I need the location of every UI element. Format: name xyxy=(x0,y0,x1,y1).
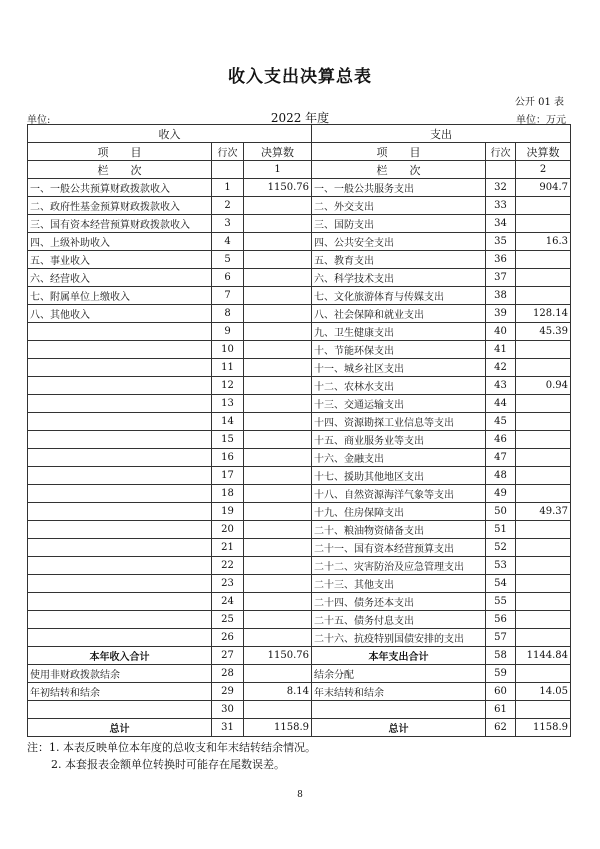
expense-line-no: 53 xyxy=(486,557,516,575)
income-total-label: 总计 xyxy=(28,719,212,737)
expense-item: 二十五、债务付息支出 xyxy=(312,611,486,629)
income-item xyxy=(28,377,212,395)
expense-line-no: 54 xyxy=(486,575,516,593)
table-row xyxy=(28,629,571,647)
expense-line-no: 55 xyxy=(486,593,516,611)
expense-item: 二十、粮油物资储备支出 xyxy=(312,521,486,539)
expense-item: 十五、商业服务业等支出 xyxy=(312,431,486,449)
expense-line-no: 49 xyxy=(486,485,516,503)
footnote-1: 注：1. 本表反映单位本年度的总收支和年末结转结余情况。 xyxy=(27,741,316,754)
expense-amount xyxy=(516,359,571,377)
income-item xyxy=(28,485,212,503)
expense-amount: 904.7 xyxy=(516,179,571,197)
expense-item: 七、文化旅游体育与传媒支出 xyxy=(312,287,486,305)
section-header-row xyxy=(28,125,571,143)
income-item xyxy=(28,539,212,557)
expense-line-no: 32 xyxy=(486,179,516,197)
expense-item: 二十六、抗疫特别国债安排的支出 xyxy=(312,629,486,647)
budget-summary-table xyxy=(27,124,571,737)
income-section-header: 收入 xyxy=(28,125,312,143)
unit-label: 单位: xyxy=(27,115,51,126)
expense-line-blank xyxy=(486,161,516,179)
income-amount xyxy=(244,413,312,431)
income-amount xyxy=(244,287,312,305)
expense-amount: 0.94 xyxy=(516,377,571,395)
table-row xyxy=(28,341,571,359)
total-row xyxy=(28,683,571,701)
expense-amount xyxy=(516,557,571,575)
income-amount xyxy=(244,575,312,593)
column-index-row xyxy=(28,161,571,179)
income-item xyxy=(28,359,212,377)
income-amount xyxy=(244,269,312,287)
income-line-no: 13 xyxy=(212,395,244,413)
page-title: 收入支出决算总表 xyxy=(228,67,372,87)
income-amount xyxy=(244,485,312,503)
expense-item: 五、教育支出 xyxy=(312,251,486,269)
expense-line-no: 62 xyxy=(486,719,516,737)
table-row xyxy=(28,179,571,197)
income-item: 六、经营收入 xyxy=(28,269,212,287)
expense-amount: 45.39 xyxy=(516,323,571,341)
income-line-no: 30 xyxy=(212,701,244,719)
income-item: 三、国有资本经营预算财政拨款收入 xyxy=(28,215,212,233)
expense-item: 二、外交支出 xyxy=(312,197,486,215)
expense-item: 二十四、债务还本支出 xyxy=(312,593,486,611)
income-line-no: 16 xyxy=(212,449,244,467)
income-amount xyxy=(244,395,312,413)
table-row xyxy=(28,233,571,251)
income-line-no: 25 xyxy=(212,611,244,629)
expense-total-label: 本年支出合计 xyxy=(312,647,486,665)
expense-line-no: 57 xyxy=(486,629,516,647)
expense-column-index: 2 xyxy=(516,161,571,179)
table-row xyxy=(28,413,571,431)
table-row xyxy=(28,359,571,377)
income-amount xyxy=(244,215,312,233)
income-item-header: 项 目 xyxy=(28,143,212,161)
expense-line-no: 44 xyxy=(486,395,516,413)
expense-amount xyxy=(516,395,571,413)
expense-amount xyxy=(516,341,571,359)
income-line-no: 6 xyxy=(212,269,244,287)
income-item: 八、其他收入 xyxy=(28,305,212,323)
income-line-no: 5 xyxy=(212,251,244,269)
income-item xyxy=(28,503,212,521)
income-line-no: 1 xyxy=(212,179,244,197)
income-item: 四、上级补助收入 xyxy=(28,233,212,251)
income-line-no: 3 xyxy=(212,215,244,233)
expense-line-no: 47 xyxy=(486,449,516,467)
income-line-no: 28 xyxy=(212,665,244,683)
expense-item: 四、公共安全支出 xyxy=(312,233,486,251)
expense-amount xyxy=(516,449,571,467)
expense-amount xyxy=(516,251,571,269)
income-amount xyxy=(244,323,312,341)
expense-item: 六、科学技术支出 xyxy=(312,269,486,287)
expense-total-label: 结余分配 xyxy=(312,665,486,683)
expense-line-no: 36 xyxy=(486,251,516,269)
income-line-no: 21 xyxy=(212,539,244,557)
income-amount xyxy=(244,503,312,521)
expense-amount xyxy=(516,539,571,557)
income-amount xyxy=(244,593,312,611)
expense-amount xyxy=(516,575,571,593)
expense-amount xyxy=(516,287,571,305)
table-row xyxy=(28,251,571,269)
expense-line-no: 39 xyxy=(486,305,516,323)
table-row xyxy=(28,593,571,611)
income-line-no: 20 xyxy=(212,521,244,539)
expense-item: 九、卫生健康支出 xyxy=(312,323,486,341)
expense-item: 十六、金融支出 xyxy=(312,449,486,467)
income-amount xyxy=(244,305,312,323)
table-row xyxy=(28,323,571,341)
expense-item: 十四、资源勘探工业信息等支出 xyxy=(312,413,486,431)
expense-line-no: 35 xyxy=(486,233,516,251)
income-line-no: 19 xyxy=(212,503,244,521)
expense-item: 三、国防支出 xyxy=(312,215,486,233)
total-row xyxy=(28,665,571,683)
expense-amount xyxy=(516,629,571,647)
table-row xyxy=(28,395,571,413)
income-line-blank xyxy=(212,161,244,179)
expense-line-no: 33 xyxy=(486,197,516,215)
income-item xyxy=(28,521,212,539)
income-amount xyxy=(244,377,312,395)
table-row xyxy=(28,269,571,287)
income-line-no: 4 xyxy=(212,233,244,251)
expense-line-no: 59 xyxy=(486,665,516,683)
expense-amount xyxy=(516,431,571,449)
expense-item: 十九、住房保障支出 xyxy=(312,503,486,521)
table-row xyxy=(28,287,571,305)
expense-line-no: 38 xyxy=(486,287,516,305)
table-row xyxy=(28,449,571,467)
income-item xyxy=(28,341,212,359)
income-amount xyxy=(244,251,312,269)
expense-line-no: 61 xyxy=(486,701,516,719)
table-row xyxy=(28,377,571,395)
income-line-no: 9 xyxy=(212,323,244,341)
expense-amount: 128.14 xyxy=(516,305,571,323)
expense-line-no: 60 xyxy=(486,683,516,701)
expense-amount xyxy=(516,485,571,503)
income-line-no: 29 xyxy=(212,683,244,701)
income-item xyxy=(28,449,212,467)
expense-total-amount: 14.05 xyxy=(516,683,571,701)
income-item: 七、附属单位上缴收入 xyxy=(28,287,212,305)
expense-line-no: 34 xyxy=(486,215,516,233)
expense-line-no: 37 xyxy=(486,269,516,287)
expense-item: 十八、自然资源海洋气象等支出 xyxy=(312,485,486,503)
expense-total-amount: 1158.9 xyxy=(516,719,571,737)
income-amount xyxy=(244,539,312,557)
expense-line-no: 51 xyxy=(486,521,516,539)
income-item: 五、事业收入 xyxy=(28,251,212,269)
income-item xyxy=(28,395,212,413)
income-item: 二、政府性基金预算财政拨款收入 xyxy=(28,197,212,215)
expense-amount-header: 决算数 xyxy=(516,143,571,161)
report-year: 2022 年度 xyxy=(270,111,330,125)
expense-item: 二十一、国有资本经营预算支出 xyxy=(312,539,486,557)
table-row xyxy=(28,611,571,629)
income-line-no: 2 xyxy=(212,197,244,215)
table-row xyxy=(28,215,571,233)
income-line-no: 11 xyxy=(212,359,244,377)
expense-amount xyxy=(516,521,571,539)
expense-line-no: 56 xyxy=(486,611,516,629)
income-line-no: 22 xyxy=(212,557,244,575)
income-item xyxy=(28,593,212,611)
page-number: 8 xyxy=(297,790,303,800)
footnotes xyxy=(27,739,316,773)
income-total-label: 年初结转和结余 xyxy=(28,683,212,701)
column-header-row xyxy=(28,143,571,161)
income-line-no: 18 xyxy=(212,485,244,503)
income-line-header: 行次 xyxy=(212,143,244,161)
income-total-amount: 8.14 xyxy=(244,683,312,701)
income-line-no: 23 xyxy=(212,575,244,593)
table-row xyxy=(28,467,571,485)
income-item: 一、一般公共预算财政拨款收入 xyxy=(28,179,212,197)
income-total-label: 本年收入合计 xyxy=(28,647,212,665)
total-row xyxy=(28,701,571,719)
expense-line-no: 40 xyxy=(486,323,516,341)
expense-total-amount xyxy=(516,665,571,683)
income-line-no: 17 xyxy=(212,467,244,485)
expense-line-no: 58 xyxy=(486,647,516,665)
expense-item: 十、节能环保支出 xyxy=(312,341,486,359)
income-line-no: 7 xyxy=(212,287,244,305)
income-item xyxy=(28,413,212,431)
expense-line-no: 50 xyxy=(486,503,516,521)
table-row xyxy=(28,575,571,593)
income-item xyxy=(28,557,212,575)
currency-unit: 单位：万元 xyxy=(516,115,566,126)
income-amount xyxy=(244,557,312,575)
expense-total-label xyxy=(312,701,486,719)
expense-line-no: 46 xyxy=(486,431,516,449)
income-line-no: 10 xyxy=(212,341,244,359)
expense-amount xyxy=(516,269,571,287)
expense-amount xyxy=(516,593,571,611)
expense-total-amount: 1144.84 xyxy=(516,647,571,665)
total-row xyxy=(28,719,571,737)
expense-amount xyxy=(516,413,571,431)
income-amount xyxy=(244,611,312,629)
income-amount xyxy=(244,359,312,377)
income-amount xyxy=(244,233,312,251)
expense-total-amount xyxy=(516,701,571,719)
expense-item: 一、一般公共服务支出 xyxy=(312,179,486,197)
expense-item: 十三、交通运输支出 xyxy=(312,395,486,413)
income-total-label: 使用非财政拨款结余 xyxy=(28,665,212,683)
income-total-amount xyxy=(244,701,312,719)
table-row xyxy=(28,197,571,215)
income-item xyxy=(28,611,212,629)
income-total-label xyxy=(28,701,212,719)
income-total-amount: 1158.9 xyxy=(244,719,312,737)
footnote-2: 2. 本套报表金额单位转换时可能存在尾数误差。 xyxy=(51,758,285,771)
income-amount xyxy=(244,467,312,485)
expense-total-label: 年末结转和结余 xyxy=(312,683,486,701)
expense-line-header: 行次 xyxy=(486,143,516,161)
expense-line-no: 41 xyxy=(486,341,516,359)
expense-item: 十一、城乡社区支出 xyxy=(312,359,486,377)
expense-amount xyxy=(516,611,571,629)
income-item xyxy=(28,431,212,449)
expense-total-label: 总计 xyxy=(312,719,486,737)
income-column-index: 1 xyxy=(244,161,312,179)
income-total-amount: 1150.76 xyxy=(244,647,312,665)
expense-column-label: 栏 次 xyxy=(312,161,486,179)
income-total-amount xyxy=(244,665,312,683)
expense-item: 十七、援助其他地区支出 xyxy=(312,467,486,485)
expense-line-no: 43 xyxy=(486,377,516,395)
table-row xyxy=(28,557,571,575)
expense-item: 二十二、灾害防治及应急管理支出 xyxy=(312,557,486,575)
table-row xyxy=(28,503,571,521)
expense-line-no: 42 xyxy=(486,359,516,377)
expense-item-header: 项 目 xyxy=(312,143,486,161)
table-row xyxy=(28,431,571,449)
income-amount xyxy=(244,197,312,215)
expense-item: 十二、农林水支出 xyxy=(312,377,486,395)
income-amount: 1150.76 xyxy=(244,179,312,197)
income-line-no: 27 xyxy=(212,647,244,665)
table-row xyxy=(28,305,571,323)
expense-line-no: 45 xyxy=(486,413,516,431)
income-line-no: 26 xyxy=(212,629,244,647)
total-row xyxy=(28,647,571,665)
expense-line-no: 48 xyxy=(486,467,516,485)
income-amount xyxy=(244,629,312,647)
expense-amount: 49.37 xyxy=(516,503,571,521)
expense-item: 八、社会保障和就业支出 xyxy=(312,305,486,323)
expense-amount xyxy=(516,467,571,485)
expense-line-no: 52 xyxy=(486,539,516,557)
income-line-no: 12 xyxy=(212,377,244,395)
income-line-no: 31 xyxy=(212,719,244,737)
income-amount xyxy=(244,341,312,359)
expense-amount xyxy=(516,197,571,215)
expense-amount: 16.3 xyxy=(516,233,571,251)
expense-item: 二十三、其他支出 xyxy=(312,575,486,593)
table-row xyxy=(28,485,571,503)
income-item xyxy=(28,467,212,485)
income-line-no: 24 xyxy=(212,593,244,611)
income-amount xyxy=(244,521,312,539)
table-row xyxy=(28,539,571,557)
income-line-no: 14 xyxy=(212,413,244,431)
income-amount xyxy=(244,449,312,467)
income-line-no: 15 xyxy=(212,431,244,449)
income-amount xyxy=(244,431,312,449)
income-item xyxy=(28,575,212,593)
form-code: 公开 01 表 xyxy=(514,97,564,108)
income-item xyxy=(28,323,212,341)
table-row xyxy=(28,521,571,539)
income-amount-header: 决算数 xyxy=(244,143,312,161)
income-item xyxy=(28,629,212,647)
expense-amount xyxy=(516,215,571,233)
income-line-no: 8 xyxy=(212,305,244,323)
income-column-label: 栏 次 xyxy=(28,161,212,179)
expense-section-header: 支出 xyxy=(312,125,571,143)
